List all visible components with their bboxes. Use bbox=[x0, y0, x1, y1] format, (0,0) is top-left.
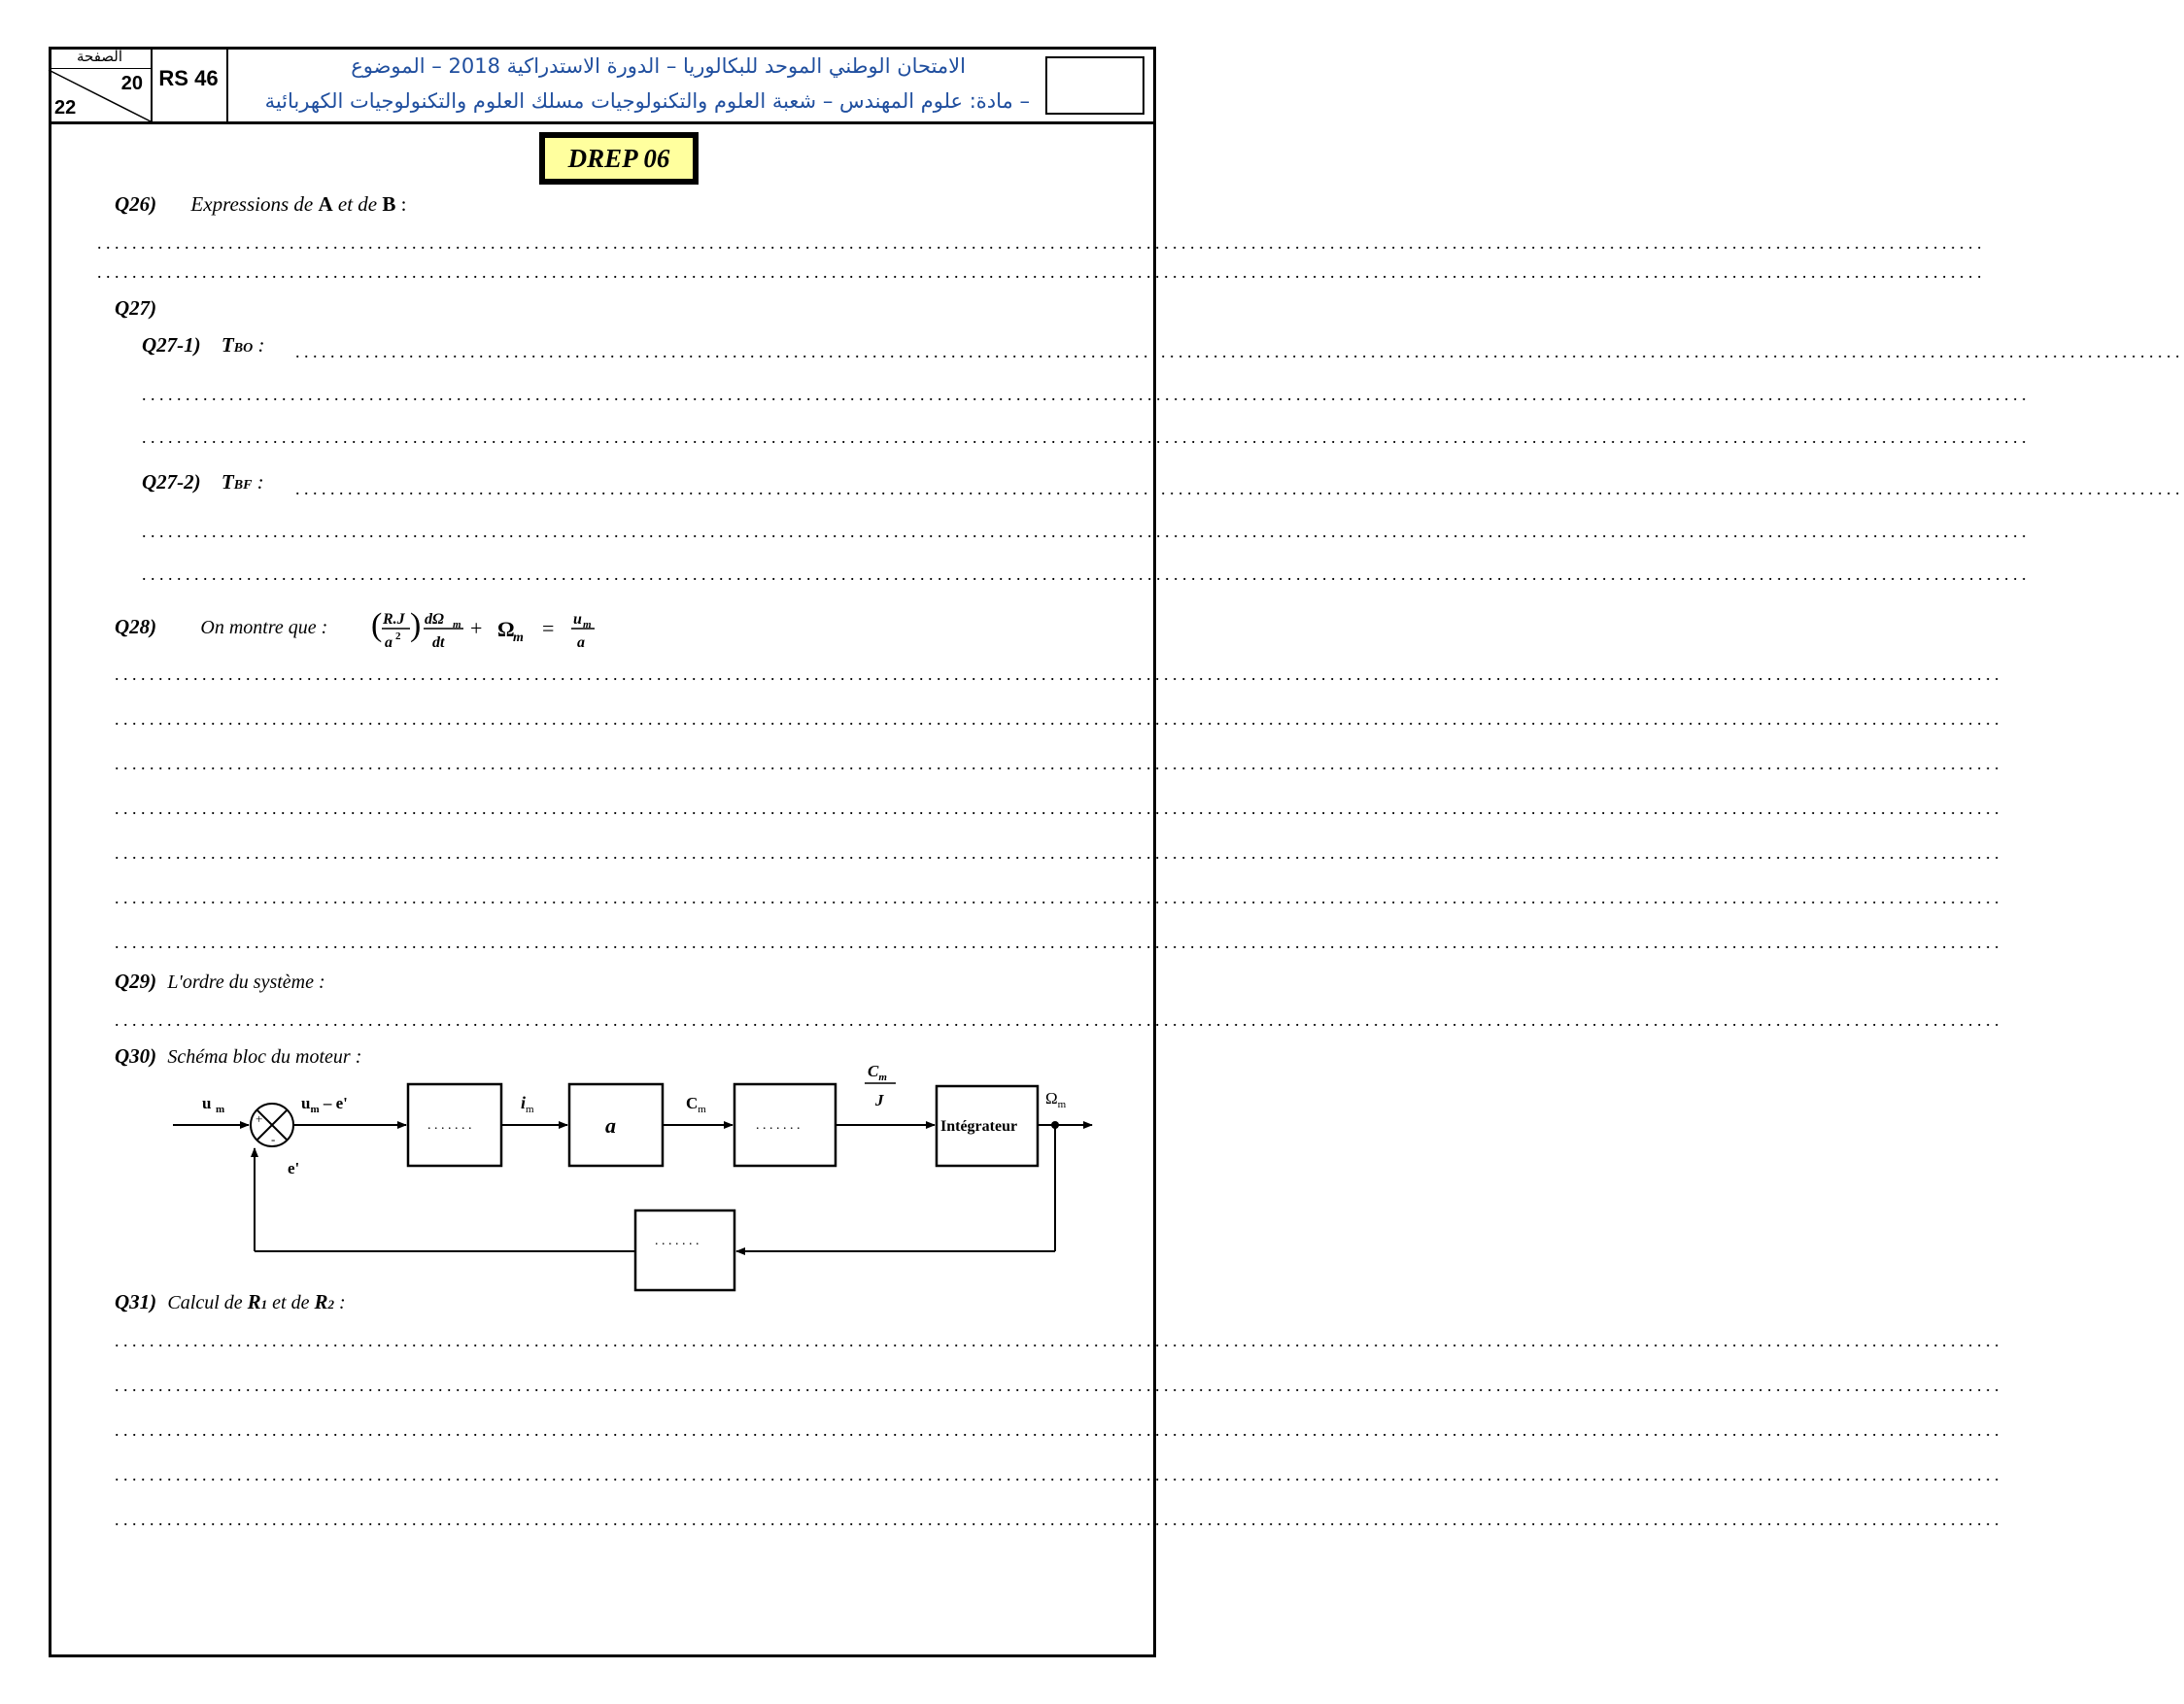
q31-text: Calcul de bbox=[167, 1292, 248, 1313]
q27-number: Q27) bbox=[115, 296, 157, 320]
q27-1-t: T bbox=[221, 333, 234, 357]
eq-equals: = bbox=[542, 616, 555, 640]
svg-text:): ) bbox=[410, 607, 422, 643]
answer-line[interactable]: ........................................................................................................................................................................................................................ bbox=[142, 385, 2030, 404]
q26-var-a: A bbox=[318, 192, 333, 216]
current-label: $i_m$ bbox=[521, 1093, 534, 1115]
input-label-sub: m bbox=[216, 1104, 225, 1115]
page-label: الصفحة bbox=[49, 47, 151, 69]
q27-1-sub: BO bbox=[233, 341, 254, 356]
eq-dt: dt bbox=[432, 634, 445, 651]
q27-2-t: T bbox=[221, 470, 234, 494]
eq-om-sub: m bbox=[513, 630, 524, 645]
q27-2-colon: : bbox=[252, 470, 264, 494]
q26-var-b: B bbox=[382, 192, 396, 216]
answer-line[interactable]: ........................................................................................................................................................................................................................ bbox=[115, 665, 2003, 684]
block-2-label: a bbox=[605, 1113, 616, 1138]
answer-line[interactable]: ........................................................................................................................................................................................................................ bbox=[115, 843, 2003, 863]
q31-r2: R bbox=[314, 1290, 328, 1313]
answer-line[interactable]: ........................................................................................................................................................................................................................ bbox=[142, 427, 2030, 447]
q28-number: Q28) bbox=[115, 615, 157, 638]
total-pages: 22 bbox=[54, 97, 77, 119]
integrator-label: Intégrateur bbox=[940, 1118, 1018, 1135]
header-title-line1: الامتحان الوطني الموحد للبكالوريا – الدورة الاستدراكية 2018 – الموضوع bbox=[351, 54, 966, 78]
answer-line[interactable]: ........................................................................................................................................................................................................................ bbox=[115, 1376, 2003, 1395]
q26-text-and: et de bbox=[332, 192, 383, 216]
takeoff-point bbox=[1051, 1121, 1059, 1129]
q31-heading bbox=[115, 1290, 346, 1314]
q27-2-number: Q27-2) bbox=[142, 470, 201, 494]
answer-line[interactable]: ........................................................................................................................................................................................................................ bbox=[115, 799, 2003, 818]
eq-u-sub: m bbox=[583, 619, 592, 630]
error-label: $u_m$ – e' bbox=[301, 1094, 348, 1115]
q29-text: L'ordre du système : bbox=[167, 971, 325, 993]
plus-sign: + bbox=[256, 1111, 263, 1126]
answer-line[interactable]: ........................................................................................................................................................................................................................ bbox=[115, 1465, 2003, 1484]
q31-r1-sub: 1 bbox=[260, 1297, 268, 1312]
eq-a2: a bbox=[385, 634, 392, 651]
answer-line[interactable]: ........................................................................................................................................................................................................................ bbox=[142, 564, 2030, 584]
q31-text-and: et de bbox=[267, 1292, 315, 1313]
feedback-block[interactable] bbox=[635, 1210, 734, 1290]
block-3-label: . . . . . . . bbox=[756, 1118, 801, 1133]
q31-colon: : bbox=[333, 1292, 346, 1313]
answer-line[interactable]: ........................................................................................................................................................................................................................ bbox=[115, 1010, 2003, 1030]
output-label: $\Omega_m$ bbox=[1045, 1089, 1067, 1110]
answer-line[interactable]: ........................................................................................................................................................................................................................ bbox=[115, 888, 2003, 907]
answer-line[interactable]: ........................................................................................................................................................................................................................ bbox=[97, 233, 1986, 253]
torque-label: $C_m$ bbox=[686, 1094, 706, 1115]
svg-text:(: ( bbox=[371, 607, 383, 643]
block-1-label: . . . . . . . bbox=[427, 1118, 472, 1133]
eq-a: a bbox=[577, 634, 585, 651]
input-label: u bbox=[202, 1094, 212, 1112]
document-label: DREP 06 bbox=[544, 137, 694, 180]
block-2 bbox=[569, 1084, 663, 1166]
answer-line[interactable]: ........................................................................................................................................................................................................................ bbox=[295, 342, 2184, 361]
answer-line[interactable]: ........................................................................................................................................................................................................................ bbox=[142, 522, 2030, 541]
eq-rj: R.J bbox=[383, 611, 405, 628]
q29-number: Q29) bbox=[115, 970, 157, 993]
q26-number: Q26) bbox=[115, 192, 157, 216]
answer-line[interactable]: ........................................................................................................................................................................................................................ bbox=[97, 262, 1986, 282]
q31-r1: R bbox=[247, 1290, 261, 1313]
q26-text: Expressions de bbox=[190, 192, 319, 216]
q27-1-number: Q27-1) bbox=[142, 333, 201, 357]
eq-u: u bbox=[573, 611, 582, 628]
feedback-label: e' bbox=[288, 1159, 300, 1177]
exam-code: RS 46 bbox=[151, 47, 228, 121]
q30-number: Q30) bbox=[115, 1044, 157, 1068]
eq-a2-exp: 2 bbox=[395, 630, 401, 642]
cj-numerator: $C_m$ bbox=[868, 1062, 887, 1083]
answer-line[interactable]: ........................................................................................................................................................................................................................ bbox=[295, 479, 2184, 498]
header-title-line2: – مادة: علوم المهندس – شعبة العلوم والتكنولوجيات مسلك العلوم والتكنولوجيات الكهربائية bbox=[264, 89, 1030, 113]
answer-line[interactable]: ........................................................................................................................................................................................................................ bbox=[115, 754, 2003, 773]
q31-r2-sub: 2 bbox=[327, 1297, 334, 1312]
feedback-block-label: . . . . . . . bbox=[655, 1234, 700, 1248]
minus-sign: - bbox=[271, 1132, 276, 1146]
q26-colon: : bbox=[395, 192, 407, 216]
answer-line[interactable]: ........................................................................................................................................................................................................................ bbox=[115, 1420, 2003, 1440]
q27-2-sub: BF bbox=[233, 478, 253, 493]
eq-dom-sub: m bbox=[453, 619, 461, 630]
answer-line[interactable]: ........................................................................................................................................................................................................................ bbox=[115, 933, 2003, 952]
q31-number: Q31) bbox=[115, 1290, 157, 1313]
q28-text: On montre que : bbox=[200, 617, 328, 638]
q27-1-colon: : bbox=[253, 333, 265, 357]
answer-line[interactable]: ........................................................................................................................................................................................................................ bbox=[115, 1331, 2003, 1350]
answer-line[interactable]: ........................................................................................................................................................................................................................ bbox=[115, 709, 2003, 729]
eq-dom: dΩ bbox=[425, 611, 444, 628]
eq-om: Ω bbox=[497, 617, 515, 641]
page-number: 20 bbox=[120, 73, 143, 94]
eq-plus: + bbox=[470, 616, 483, 640]
q30-text: Schéma bloc du moteur : bbox=[167, 1046, 362, 1068]
cj-denominator: J bbox=[875, 1091, 884, 1109]
answer-line[interactable]: ........................................................................................................................................................................................................................ bbox=[115, 1510, 2003, 1529]
